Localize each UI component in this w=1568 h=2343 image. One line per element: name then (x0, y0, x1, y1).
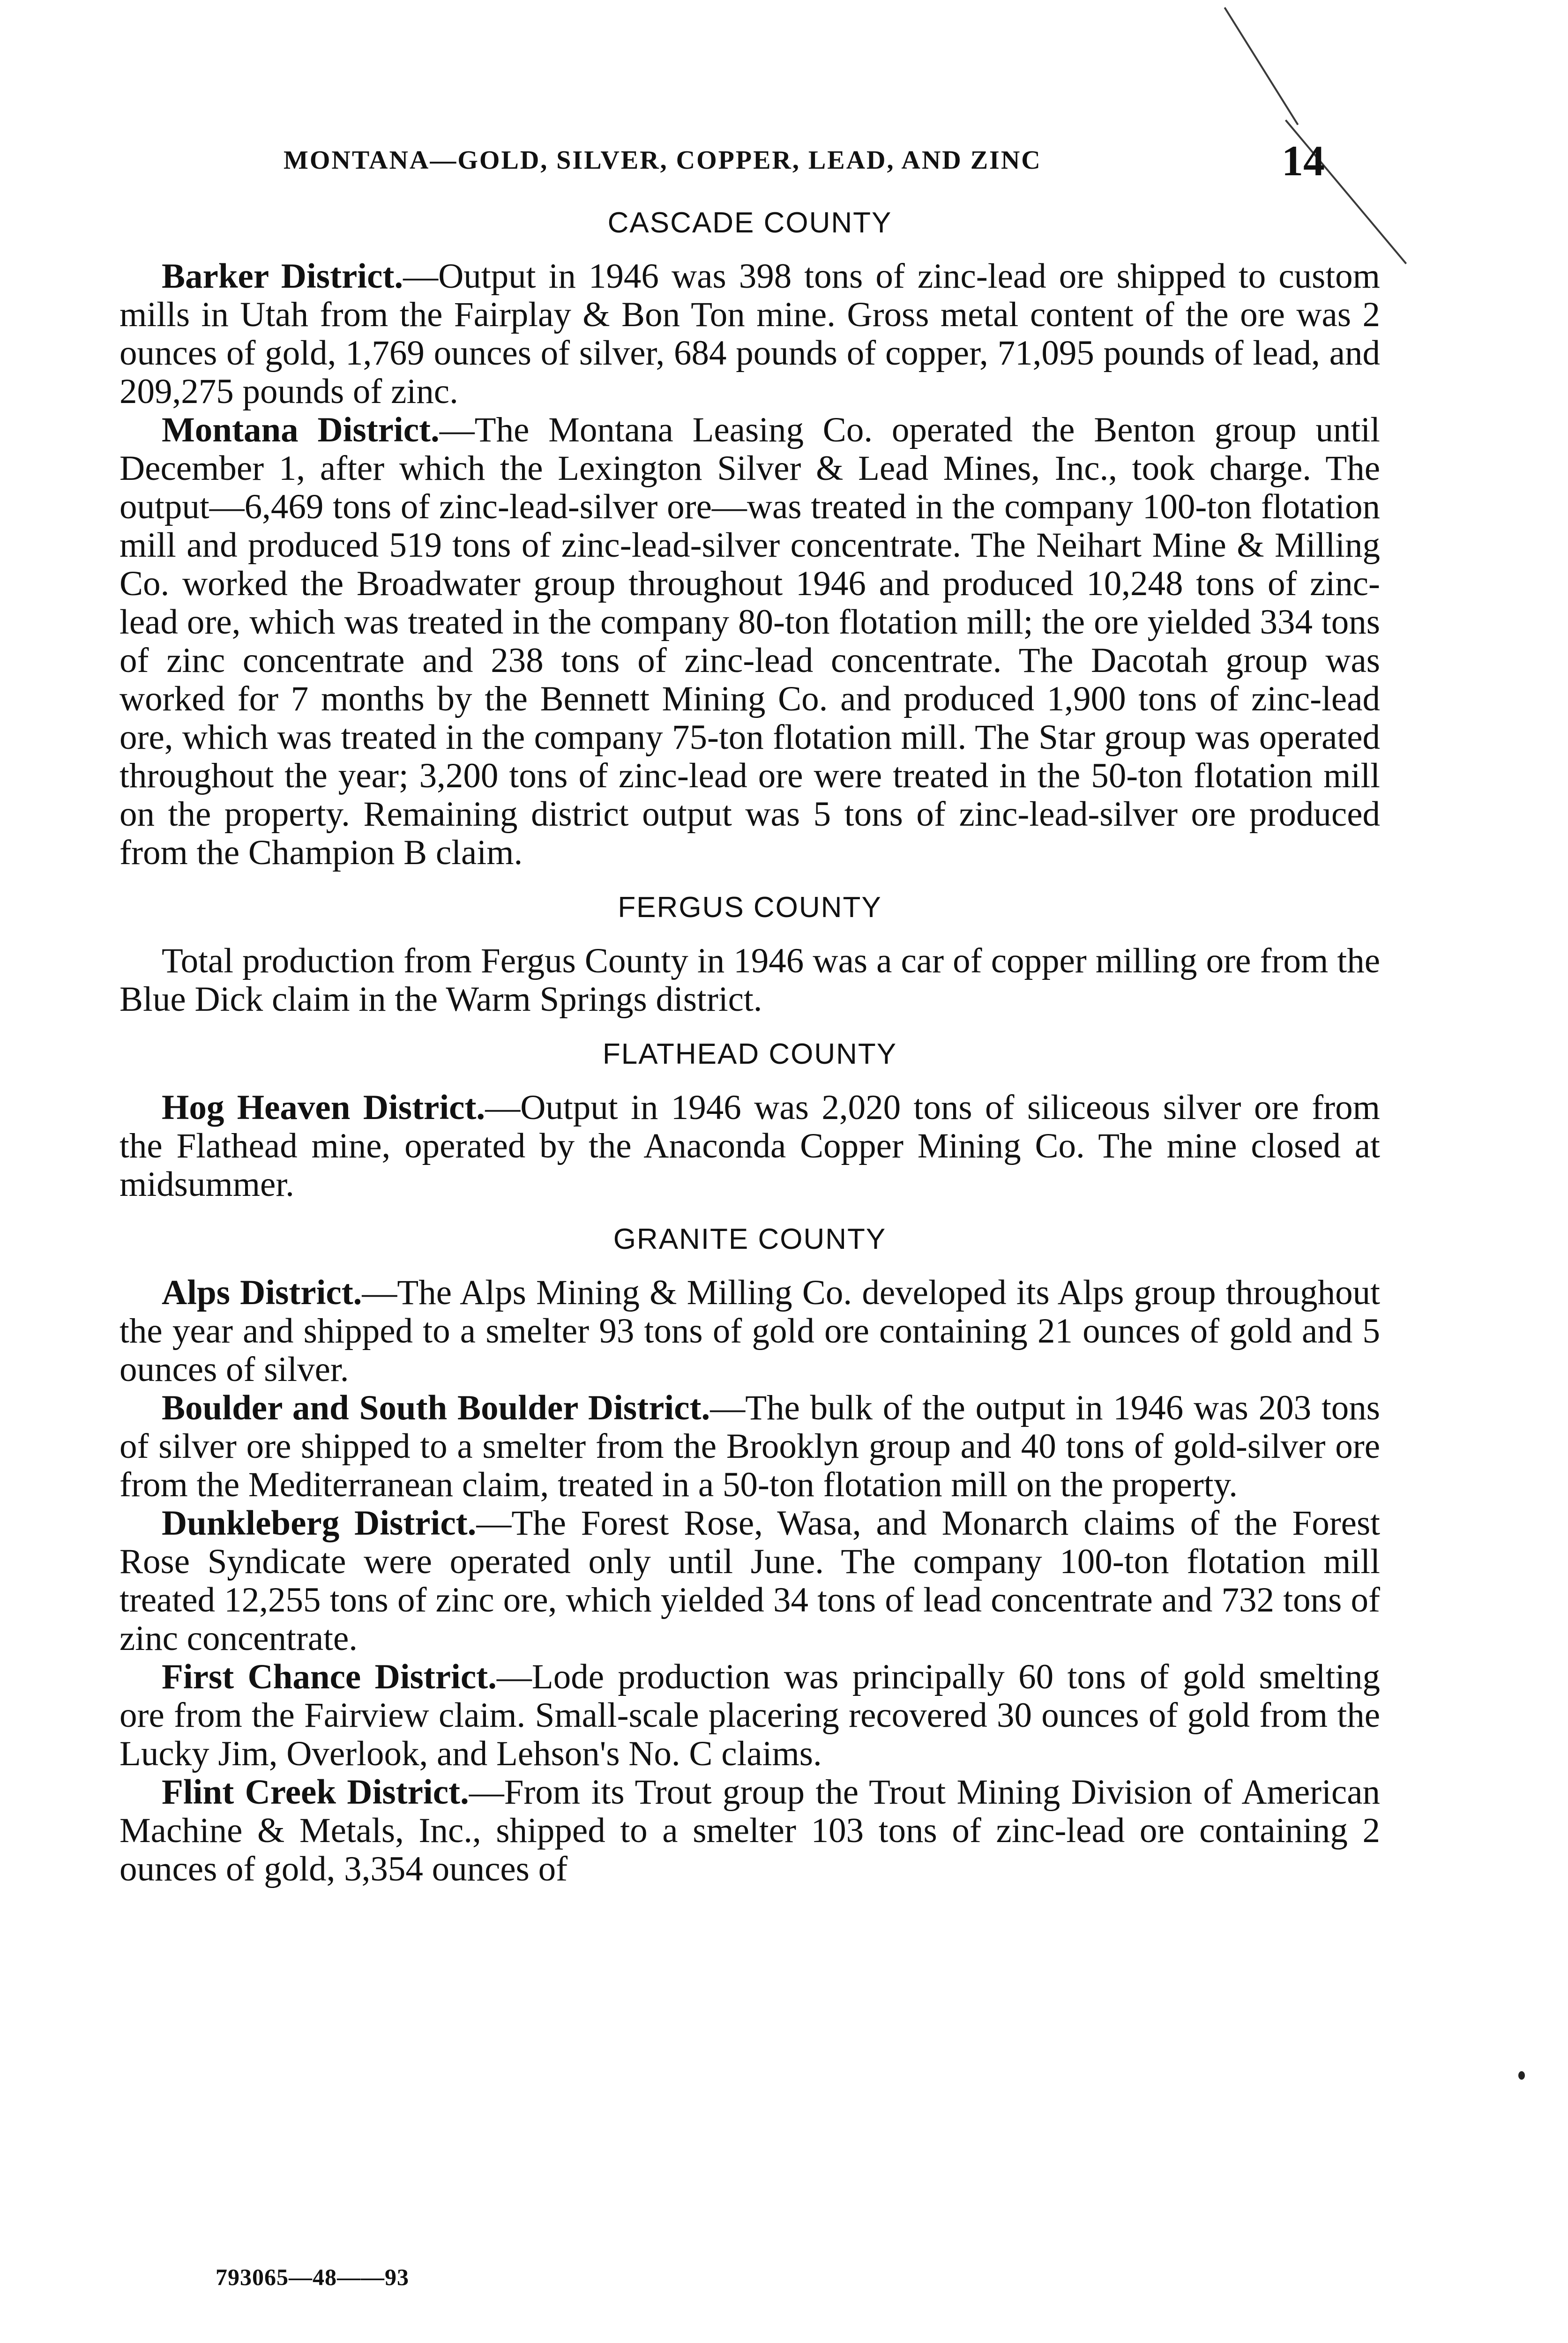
scan-artifact-dot (1518, 2071, 1525, 2080)
paragraph-dunkleberg-district (119, 1504, 1380, 1658)
paragraph-text: —The bulk of the output in 1946 was 203 tons of silver ore shipped to a smelter from the Brooklyn group and 40 tons of gold-silver ore from the Mediterranean claim, treated in a 50-ton flotation mill on the property. (119, 1388, 1380, 1504)
paragraph-fergus-total (119, 942, 1380, 1019)
paragraph-flint-creek-district (119, 1773, 1380, 1888)
paragraph-hog-heaven-district (119, 1089, 1380, 1204)
section-flathead-county (119, 1037, 1380, 1204)
paragraph-text: —From its Trout group the Trout Mining Division of American Machine & Metals, Inc., shipped to a smelter 103 tons of zinc-lead ore containing 2 ounces of gold, 3,354 ounces of (119, 1773, 1380, 1888)
paragraph-text: —The Alps Mining & Milling Co. developed its Alps group throughout the year and shipped to a smelter 93 tons of gold ore containing 21 ounces of gold and 5 ounces of silver. (119, 1273, 1380, 1389)
section-cascade-county (119, 206, 1380, 872)
scan-artifact-line-upper (1224, 7, 1299, 125)
paragraph-first-chance-district (119, 1658, 1380, 1773)
paragraph-text: —Output in 1946 was 398 tons of zinc-lead ore shipped to custom mills in Utah from the Fairplay & Bon Ton mine. Gross metal content of the ore was 2 ounces of gold, 1,769 ounces of silver, 684 pounds of copper, 71,095 pounds of lead, and 209,275 pounds of zinc. (119, 257, 1380, 411)
running-header (119, 136, 1380, 192)
district-name: Flint Creek District. (162, 1773, 469, 1812)
county-heading: CASCADE COUNTY (607, 207, 892, 239)
section-fergus-county (119, 891, 1380, 1019)
paragraph-montana-district (119, 411, 1380, 872)
document-page (119, 136, 1380, 1907)
county-heading: GRANITE COUNTY (613, 1223, 887, 1255)
district-name: Barker District. (162, 257, 403, 296)
paragraph-alps-district (119, 1274, 1380, 1389)
district-name: Montana District. (162, 410, 440, 449)
county-heading: FLATHEAD COUNTY (602, 1038, 897, 1070)
paragraph-text: —The Forest Rose, Wasa, and Monarch claims of the Forest Rose Syndicate were operated only until June. The company 100-ton flotation mill treated 12,255 tons of zinc ore, which yielded 34 tons of lead concentrate and 732 tons of zinc concentrate. (119, 1504, 1380, 1658)
paragraph-text: —Lode production was principally 60 tons of gold smelting ore from the Fairview claim. Small-scale placering recovered 30 ounces of gold from the Lucky Jim, Overlook, and Lehson's No. C claims. (119, 1657, 1380, 1773)
paragraph-text: Total production from Fergus County in 1946 was a car of copper milling ore from the Blue Dick claim in the Warm Springs district. (119, 941, 1380, 1019)
paragraph-boulder-district (119, 1389, 1380, 1504)
district-name: Dunkleberg District. (162, 1504, 477, 1543)
paragraph-barker-district (119, 257, 1380, 411)
paragraph-text: —Output in 1946 was 2,020 tons of siliceous silver ore from the Flathead mine, operated by the Anaconda Copper Mining Co. The mine closed at midsummer. (119, 1088, 1380, 1204)
district-name: Alps District. (162, 1273, 362, 1312)
print-code: 793065—48——93 (216, 2264, 409, 2290)
district-name: Hog Heaven District. (162, 1088, 485, 1127)
district-name: Boulder and South Boulder District. (162, 1388, 710, 1427)
page-number: 14 (1282, 137, 1325, 185)
running-title: MONTANA—GOLD, SILVER, COPPER, LEAD, AND ZINC (284, 146, 1042, 175)
section-granite-county (119, 1223, 1380, 1888)
paragraph-text: —The Montana Leasing Co. operated the Benton group until December 1, after which the Lexington Silver & Lead Mines, Inc., took charge. The output—6,469 tons of zinc-lead-silver ore—was treated in the company 100-ton flotation mill and produced 519 tons of zinc-lead-silver concentrate. The Neihart Mine & Milling Co. worked the Broadwater group throughout 1946 and produced 10,248 tons of zinc-lead ore, which was treated in the company 80-ton flotation mill; the ore yielded 334 tons of zinc concentrate and 238 tons of zinc-lead concentrate. The Dacotah group was worked for 7 months by the Bennett Mining Co. and produced 1,900 tons of zinc-lead ore, which was treated in the company 75-ton flotation mill. The Star group was operated throughout the year; 3,200 tons of zinc-lead ore were treated in the 50-ton flotation mill on the property. Remaining district output was 5 tons of zinc-lead-silver ore produced from the Champion B claim. (119, 410, 1380, 872)
county-heading: FERGUS COUNTY (618, 891, 882, 924)
district-name: First Chance District. (162, 1657, 497, 1696)
